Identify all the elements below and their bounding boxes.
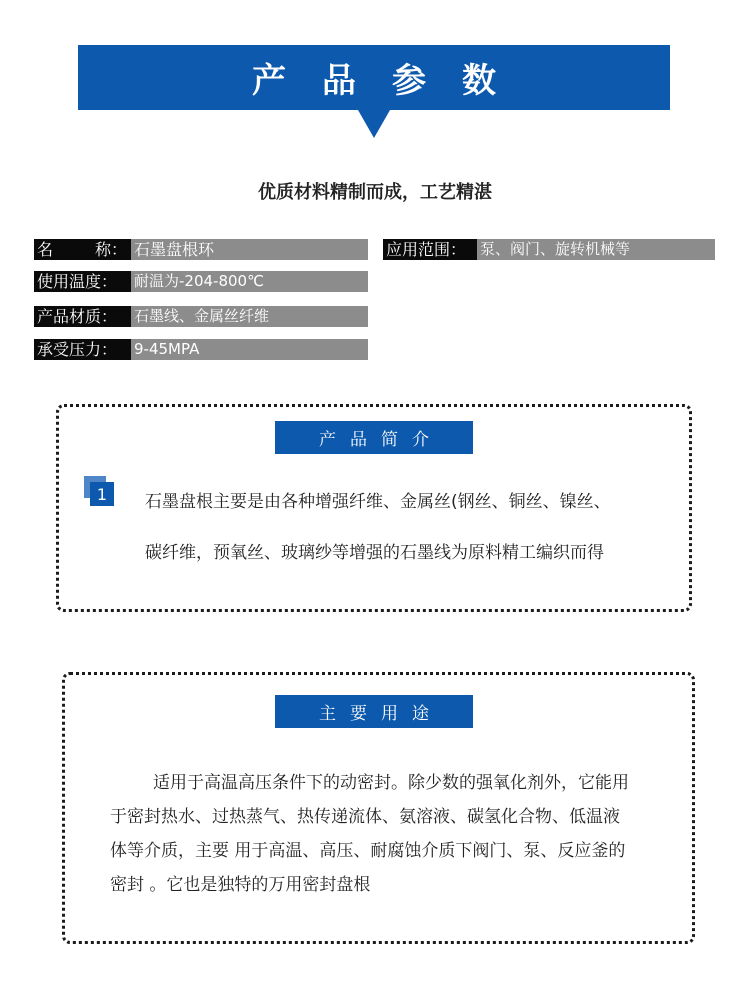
spec-label-application: 应用范围： xyxy=(383,239,477,260)
title-char: 品 xyxy=(322,61,356,101)
tag-char: 用 xyxy=(381,704,398,724)
spec-row-material xyxy=(34,306,368,327)
spec-row-application xyxy=(383,239,715,260)
intro-line: 碳纤维，预氧丝、玻璃纱等增强的石墨线为原料精工编织而得 xyxy=(145,543,604,563)
banner-arrow-decoration xyxy=(358,110,390,138)
spec-value-pressure: 9-45MPA xyxy=(131,339,368,360)
spec-value-name: 石墨盘根环 xyxy=(131,239,368,260)
tag-char: 要 xyxy=(350,704,367,724)
spec-row-temperature xyxy=(34,271,368,292)
spec-label-pressure: 承受压力： xyxy=(34,339,131,360)
title-char: 数 xyxy=(462,61,496,101)
tag-char: 品 xyxy=(350,430,367,450)
tag-char: 产 xyxy=(319,430,336,450)
page-title xyxy=(78,45,670,110)
intro-line: 石墨盘根主要是由各种增强纤维、金属丝(钢丝、铜丝、镍丝、 xyxy=(145,492,611,512)
usage-section-tag xyxy=(275,695,473,728)
spec-label-part: 称： xyxy=(94,240,127,259)
title-char: 产 xyxy=(252,61,286,101)
spec-value-application: 泵、阀门、旋转机械等 xyxy=(477,239,715,260)
spec-value-material: 石墨线、金属丝纤维 xyxy=(131,306,368,327)
spec-label-material: 产品材质： xyxy=(34,306,131,327)
number-badge: 1 xyxy=(90,482,114,506)
spec-row-name xyxy=(34,239,368,260)
title-char: 参 xyxy=(392,61,426,101)
subtitle: 优质材料精制而成，工艺精湛 xyxy=(258,182,492,203)
usage-line: 适用于高温高压条件下的动密封。除少数的强氧化剂外，它能用 xyxy=(153,773,629,793)
tag-char: 途 xyxy=(412,704,429,724)
usage-line: 密封 。它也是独特的万用密封盘根 xyxy=(110,875,371,895)
intro-section-tag xyxy=(275,421,473,454)
spec-label-temperature: 使用温度： xyxy=(34,271,131,292)
usage-line: 于密封热水、过热蒸气、热传递流体、氨溶液、碳氢化合物、低温液 xyxy=(110,807,620,827)
tag-char: 简 xyxy=(381,430,398,450)
spec-label-part: 名 xyxy=(37,240,54,259)
tag-char: 主 xyxy=(319,704,336,724)
spec-row-pressure xyxy=(34,339,368,360)
spec-label-name xyxy=(34,239,131,260)
spec-value-temperature: 耐温为-204-800℃ xyxy=(131,271,368,292)
tag-char: 介 xyxy=(412,430,429,450)
usage-line: 体等介质，主要 用于高温、高压、耐腐蚀介质下阀门、泵、反应釜的 xyxy=(110,841,626,861)
